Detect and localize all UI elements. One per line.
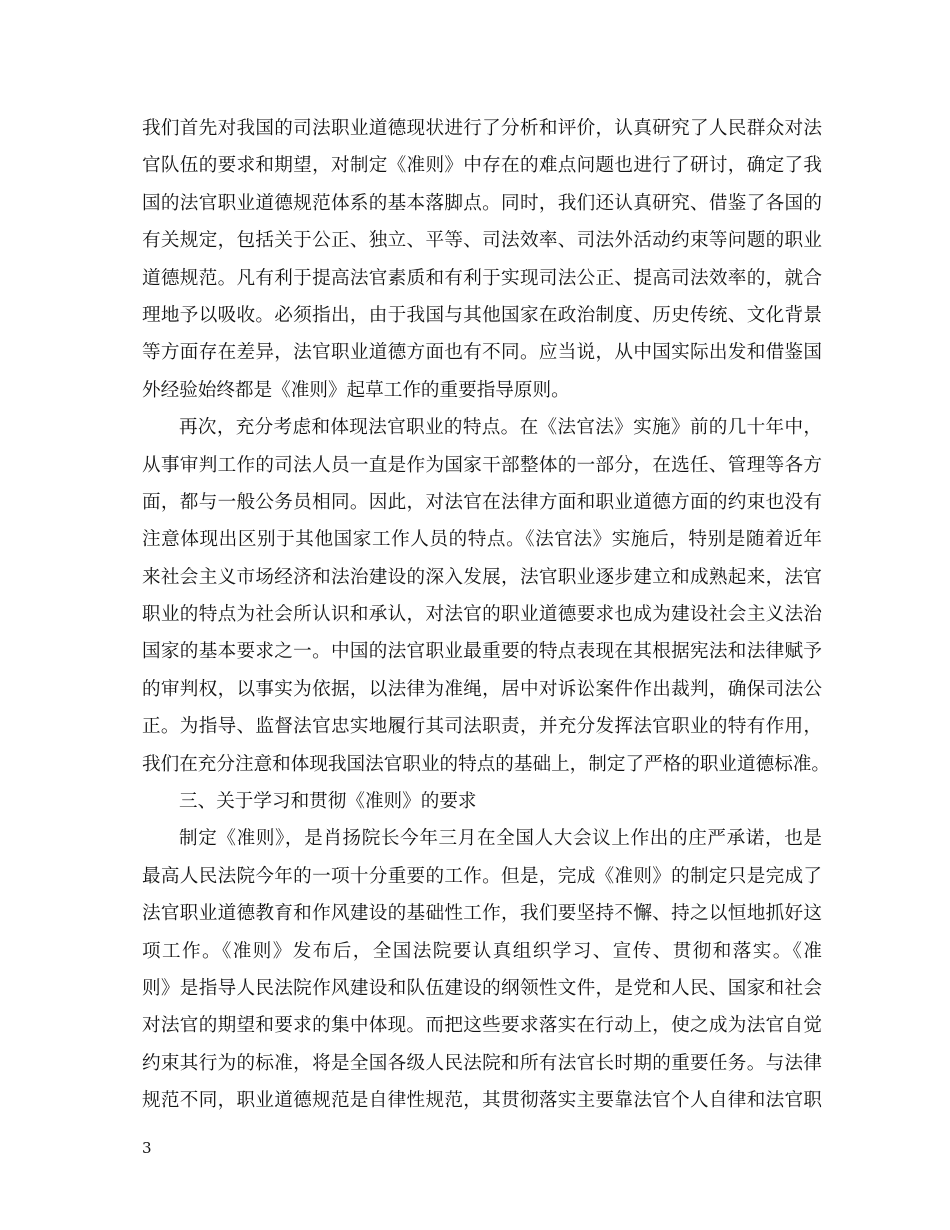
text-line: 再次，充分考虑和体现法官职业的特点。在《法官法》实施》前的几十年中， (179, 417, 822, 439)
text-line: 国的法官职业道德规范体系的基本落脚点。同时，我们还认真研究、借鉴了各国的 (142, 192, 822, 214)
text-line: 面，都与一般公务员相同。因此，对法官在法律方面和职业道德方面的约束也没有 (142, 491, 822, 513)
text-line: 则》是指导人民法院作风建设和队伍建设的纲领性文件，是党和人民、国家和社会 (142, 977, 822, 999)
text-line: 注意体现出区别于其他国家工作人员的特点。《法官法》实施后，特别是随着近年 (142, 529, 822, 551)
text-line: 规范不同，职业道德规范是自律性规范，其贯彻落实主要靠法官个人自律和法官职 (142, 1090, 822, 1112)
text-line: 我们在充分注意和体现我国法官职业的特点的基础上，制定了严格的职业道德标准。 (142, 753, 830, 775)
text-line: 正。为指导、监督法官忠实地履行其司法职责，并充分发挥法官职业的特有作用， (142, 716, 822, 738)
text-line: 制定《准则》，是肖扬院长今年三月在全国人大会议上作出的庄严承诺，也是 (179, 828, 822, 850)
text-line: 约束其行为的标准，将是全国各级人民法院和所有法官长时期的重要任务。与法律 (142, 1052, 822, 1074)
body-text (142, 110, 830, 1120)
text-line: 最高人民法院今年的一项十分重要的工作。但是，完成《准则》的制定只是完成了 (142, 865, 822, 887)
text-line: 理地予以吸收。必须指出，由于我国与其他国家在政治制度、历史传统、文化背景 (142, 304, 822, 326)
text-line: 道德规范。凡有利于提高法官素质和有利于实现司法公正、提高司法效率的，就合 (142, 267, 822, 289)
text-line: 职业的特点为社会所认识和承认，对法官的职业道德要求也成为建设社会主义法治 (142, 604, 822, 626)
text-line: 我们首先对我国的司法职业道德现状进行了分析和评价，认真研究了人民群众对法 (142, 118, 822, 139)
text-line: 国家的基本要求之一。中国的法官职业最重要的特点表现在其根据宪法和法律赋予 (142, 641, 822, 663)
page-number: 3 (142, 1139, 152, 1157)
text-line: 有关规定，包括关于公正、独立、平等、司法效率、司法外活动约束等问题的职业 (142, 230, 822, 252)
text-line: 法官职业道德教育和作风建设的基础性工作，我们要坚持不懈、持之以恒地抓好这 (142, 903, 822, 925)
text-line: 等方面存在差异，法官职业道德方面也有不同。应当说，从中国实际出发和借鉴国 (142, 342, 822, 364)
text-line: 对法官的期望和要求的集中体现。而把这些要求落实在行动上，使之成为法官自觉 (142, 1015, 822, 1037)
text-line: 的审判权，以事实为依据，以法律为准绳，居中对诉讼案件作出裁判，确保司法公 (142, 678, 822, 700)
text-line: 外经验始终都是《准则》起草工作的重要指导原则。 (142, 379, 570, 401)
text-line: 项工作。《准则》发布后，全国法院要认真组织学习、宣传、贯彻和落实。《准 (142, 940, 822, 962)
text-line: 来社会主义市场经济和法治建设的深入发展，法官职业逐步建立和成熟起来，法官 (142, 566, 822, 588)
text-line: 三、关于学习和贯彻《准则》的要求 (179, 791, 477, 813)
text-line: 官队伍的要求和期望，对制定《准则》中存在的难点问题也进行了研讨，确定了我 (142, 155, 822, 177)
text-line: 从事审判工作的司法人员一直是作为国家干部整体的一部分，在选任、管理等各方 (142, 454, 822, 476)
